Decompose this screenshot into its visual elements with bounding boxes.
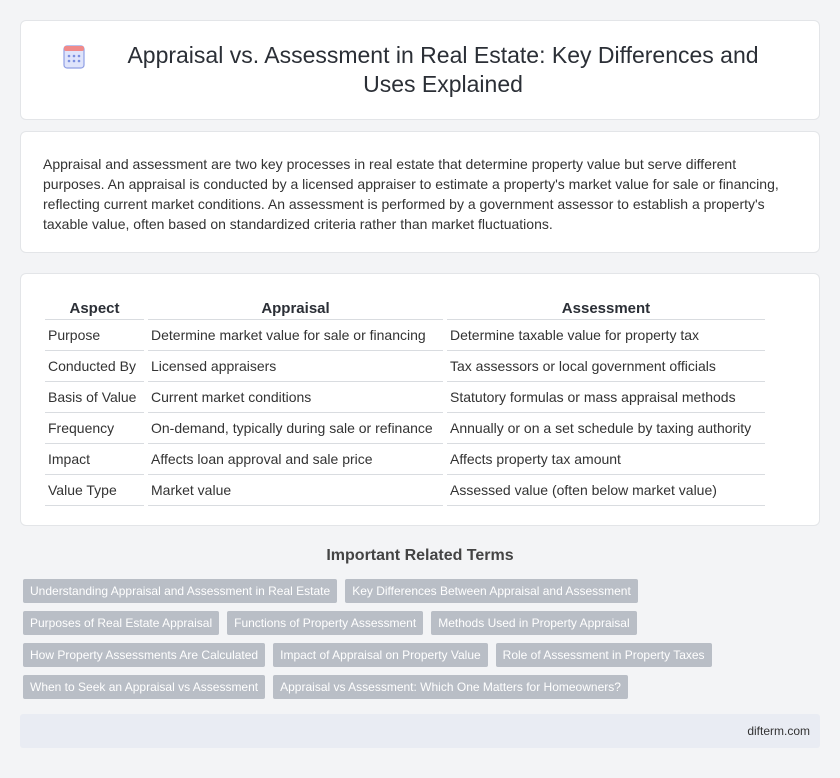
table-cell: Affects loan approval and sale price — [148, 444, 443, 475]
table-cell: Statutory formulas or mass appraisal methods — [447, 382, 765, 413]
table-row — [45, 444, 765, 475]
document-list-icon — [61, 44, 87, 70]
table-row — [45, 382, 765, 413]
tag-row — [23, 611, 823, 635]
table-row — [45, 320, 765, 351]
page-title: Appraisal vs. Assessment in Real Estate: Key Differences and Uses Explained — [127, 42, 759, 97]
table-cell: Value Type — [45, 475, 144, 506]
related-term-link[interactable]: Key Differences Between Appraisal and Assessment — [345, 579, 638, 603]
related-term-link[interactable]: Methods Used in Property Appraisal — [431, 611, 636, 635]
table-cell: Tax assessors or local government officials — [447, 351, 765, 382]
table-cell: Impact — [45, 444, 144, 475]
table-cell: Purpose — [45, 320, 144, 351]
table-cell: Determine taxable value for property tax — [447, 320, 765, 351]
tag-row — [23, 675, 823, 699]
table-cell: Frequency — [45, 413, 144, 444]
table-cell: Current market conditions — [148, 382, 443, 413]
footer — [20, 714, 820, 748]
tag-row — [23, 643, 823, 667]
table-cell: Basis of Value — [45, 382, 144, 413]
table-cell: Conducted By — [45, 351, 144, 382]
related-term-link[interactable]: Understanding Appraisal and Assessment in Real Estate — [23, 579, 337, 603]
related-term-link[interactable]: Functions of Property Assessment — [227, 611, 423, 635]
footer-site-name[interactable]: difterm.com — [747, 724, 810, 738]
comparison-table — [41, 296, 769, 506]
header-assessment: Assessment — [447, 296, 765, 320]
header-appraisal: Appraisal — [148, 296, 443, 320]
table-cell: Annually or on a set schedule by taxing authority — [447, 413, 765, 444]
table-cell: Affects property tax amount — [447, 444, 765, 475]
related-term-link[interactable]: When to Seek an Appraisal vs Assessment — [23, 675, 265, 699]
table-row — [45, 351, 765, 382]
header-card — [20, 20, 820, 120]
tag-row — [23, 579, 823, 603]
related-term-link[interactable]: Role of Assessment in Property Taxes — [496, 643, 712, 667]
table-cell: Market value — [148, 475, 443, 506]
related-terms-heading: Important Related Terms — [326, 547, 514, 564]
table-row — [45, 413, 765, 444]
table-header-row — [45, 296, 765, 320]
comparison-table-card — [20, 273, 820, 526]
table-cell: Assessed value (often below market value) — [447, 475, 765, 506]
header-aspect: Aspect — [45, 296, 144, 320]
intro-card — [20, 131, 820, 253]
table-row — [45, 475, 765, 506]
intro-paragraph: Appraisal and assessment are two key processes in real estate that determine property value but serve different purposes. An appraisal is conducted by a licensed appraiser to estimate a property's market value for sale or financing, reflecting current market conditions. An assessment is performed by a government assessor to establish a property's taxable value, often based on standardized criteria rather than market fluctuations. — [43, 156, 779, 232]
table-cell: Licensed appraisers — [148, 351, 443, 382]
table-cell: Determine market value for sale or financing — [148, 320, 443, 351]
related-term-link[interactable]: Appraisal vs Assessment: Which One Matters for Homeowners? — [273, 675, 628, 699]
related-term-link[interactable]: Impact of Appraisal on Property Value — [273, 643, 488, 667]
related-term-link[interactable]: How Property Assessments Are Calculated — [23, 643, 265, 667]
related-terms-list — [23, 579, 823, 707]
table-cell: On-demand, typically during sale or refinance — [148, 413, 443, 444]
related-term-link[interactable]: Purposes of Real Estate Appraisal — [23, 611, 219, 635]
